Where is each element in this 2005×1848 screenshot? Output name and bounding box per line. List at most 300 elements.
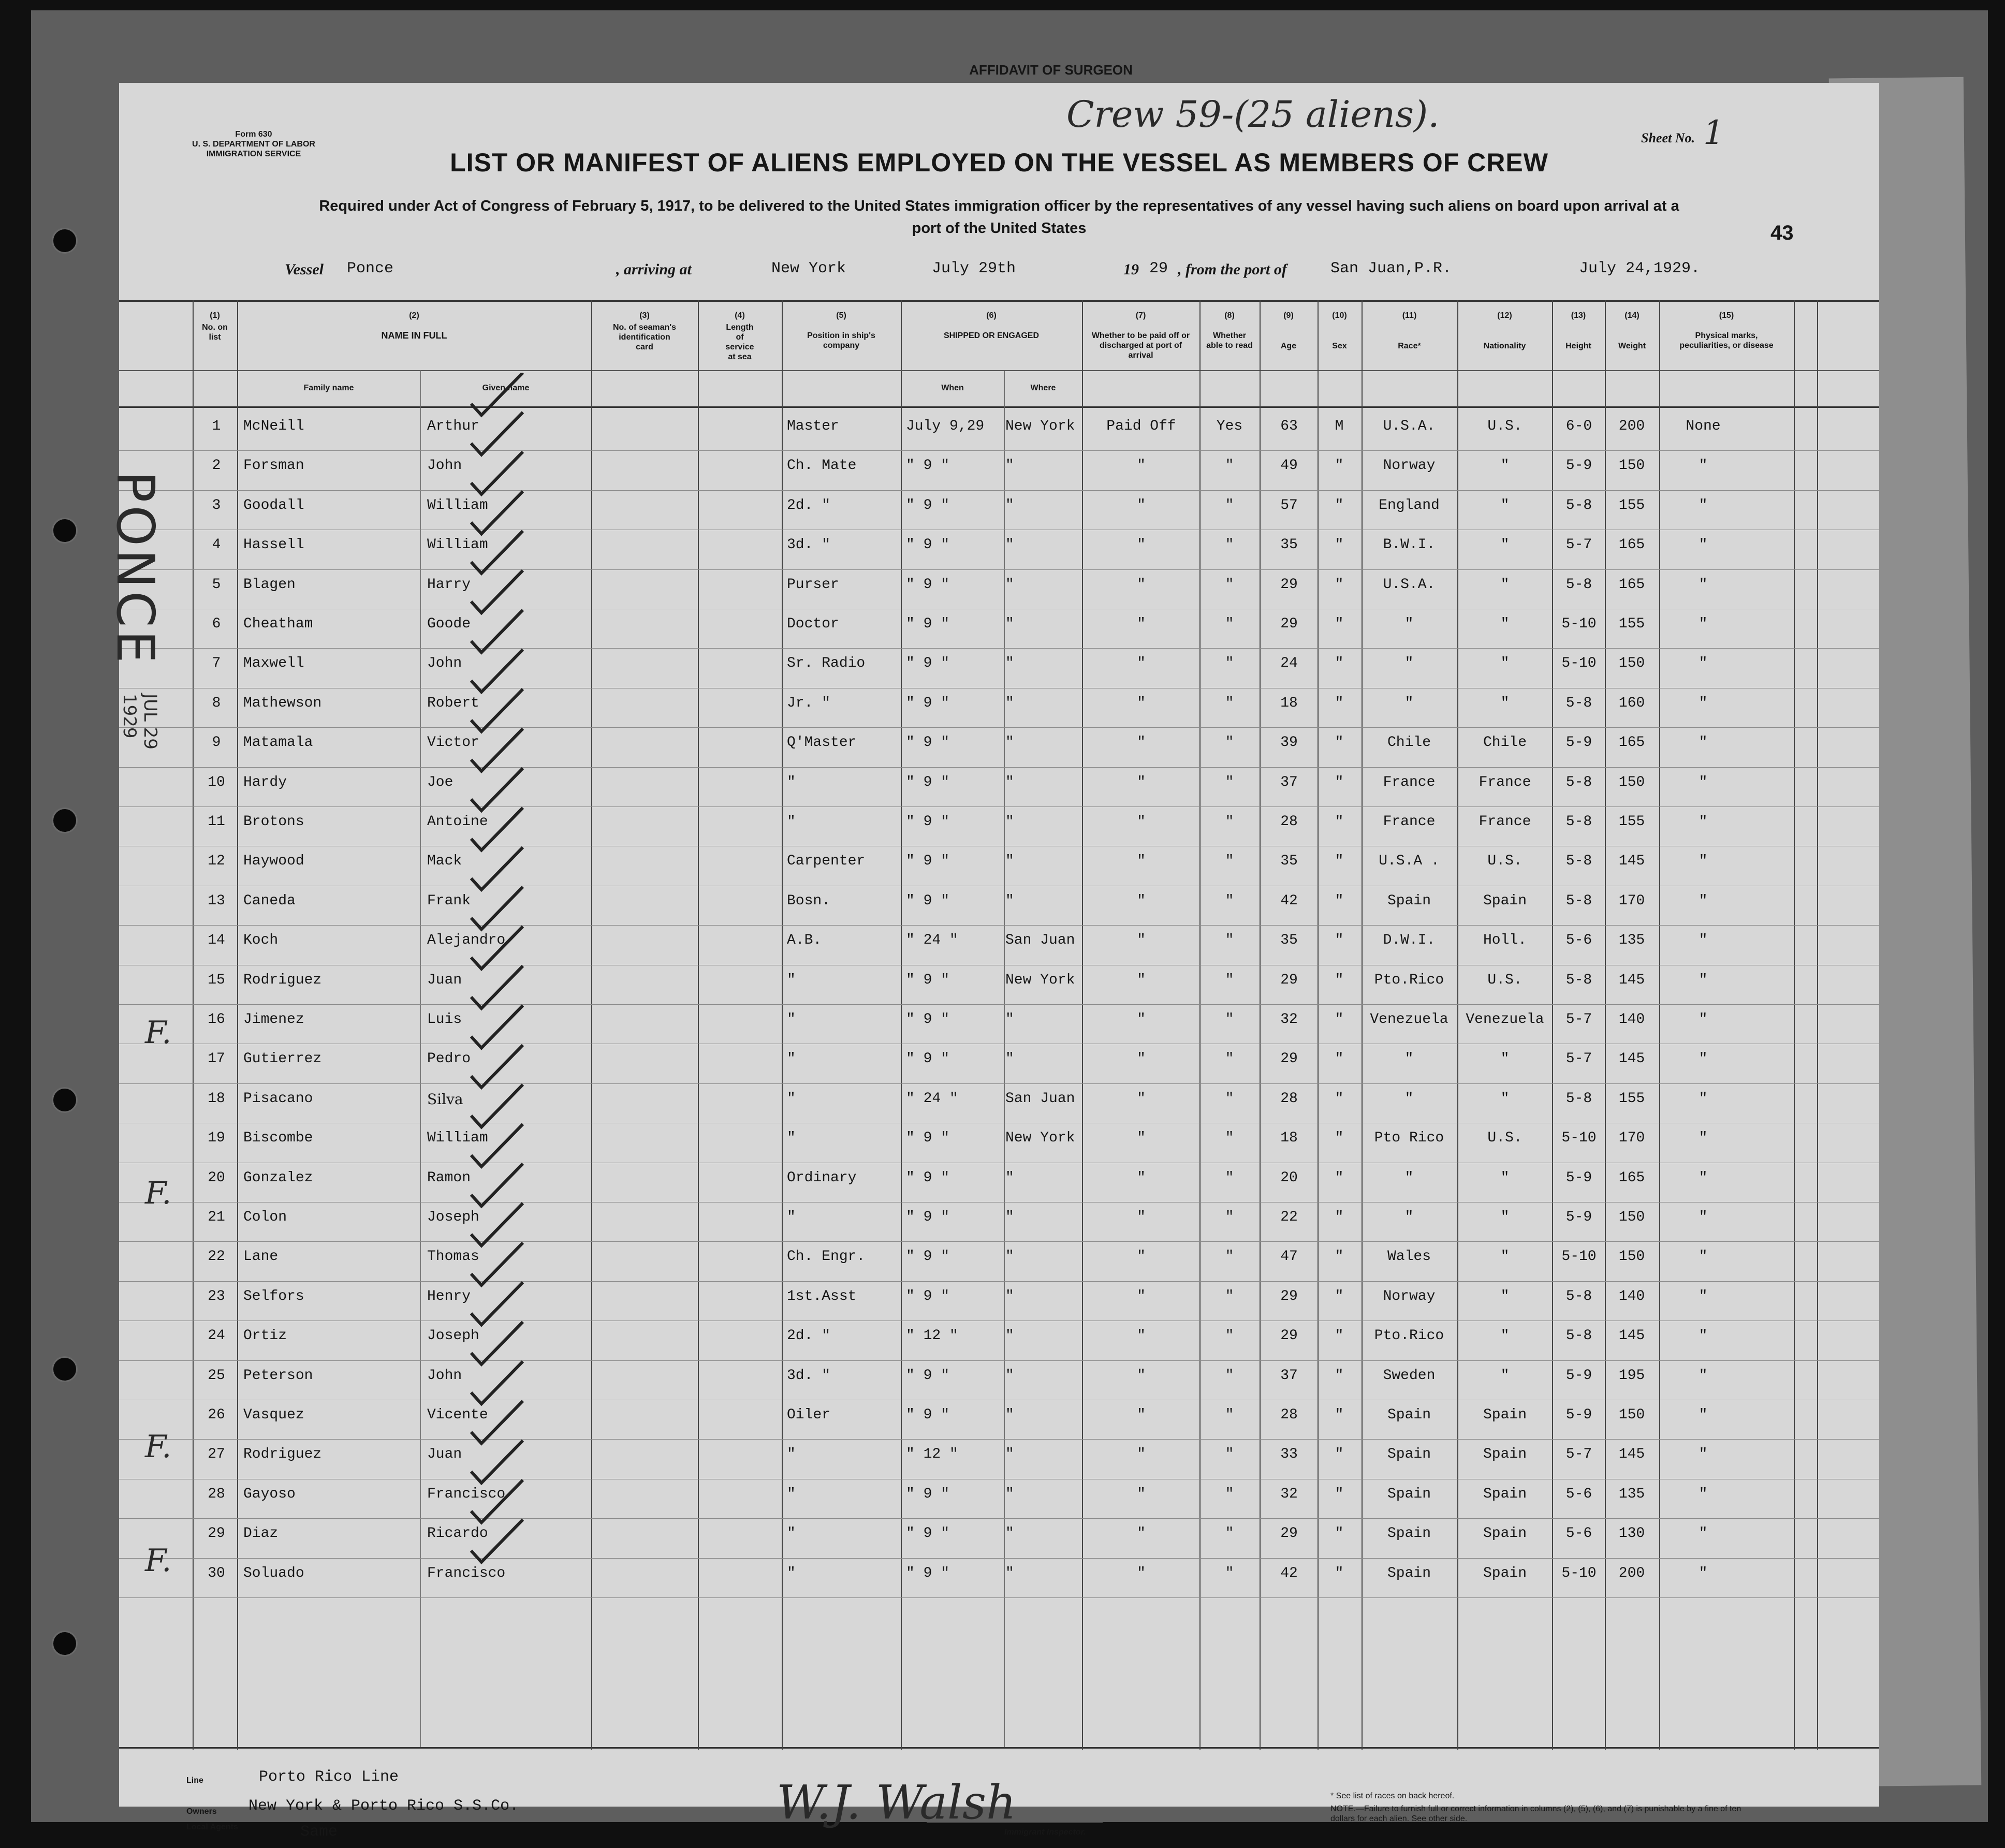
cell-position: " (787, 1051, 796, 1067)
cell-read: " (1225, 1249, 1234, 1265)
cell-paid: " (1137, 1446, 1146, 1463)
cell-given: William (427, 537, 488, 553)
cell-weight: 145 (1618, 1328, 1645, 1344)
cell-where: " (1005, 1407, 1014, 1423)
fine-note: NOTE.—Failure to furnish full or correct information in columns (2), (5), (6), and (7) is punishable by a fine of ten dollars for each alien. See other side. (1330, 1805, 1741, 1823)
cell-height: 5-8 (1565, 576, 1592, 593)
cell-marks: " (1699, 537, 1708, 553)
cell-age: 22 (1280, 1209, 1298, 1225)
inspector-label: Immigrant Inspector. (1004, 1828, 1086, 1837)
cell-where: " (1005, 1249, 1014, 1265)
cell-where: " (1005, 1209, 1014, 1225)
subtitle-line-1: Required under Act of Congress of February 5, 1917, to be delivered to the United States immigration officer by the representatives of any vessel having such aliens on board upon arrival at a (319, 198, 1679, 214)
vessel-line (119, 259, 1879, 285)
cell-sex: " (1335, 497, 1344, 514)
cell-sex: " (1335, 655, 1344, 672)
cell-age: 29 (1280, 1051, 1298, 1067)
vessel-label: Vessel (285, 261, 324, 278)
cell-age: 32 (1280, 1011, 1298, 1028)
cell-no: 4 (212, 537, 221, 553)
cell-weight: 130 (1618, 1526, 1645, 1542)
cell-position: " (787, 1565, 796, 1581)
cell-given: Goode (427, 616, 471, 632)
check-mark (471, 610, 523, 652)
row-rule (119, 1004, 1879, 1005)
margin-mark-f: F. (145, 1175, 172, 1211)
cell-height: 5-6 (1565, 1486, 1592, 1502)
cell-sex: " (1335, 537, 1344, 553)
punch-hole (52, 1087, 78, 1113)
cell-paid: " (1137, 1209, 1146, 1225)
cell-nat: Spain (1483, 1446, 1527, 1463)
cell-weight: 155 (1618, 1090, 1645, 1107)
check-mark (471, 570, 523, 613)
cell-family: Jimenez (243, 1011, 304, 1028)
cell-nat: Venezuela (1466, 1011, 1544, 1028)
cell-age: 33 (1280, 1446, 1298, 1463)
cell-race: Spain (1387, 1486, 1431, 1502)
cell-no: 17 (208, 1051, 225, 1067)
cell-when: " 9 " (906, 1367, 950, 1384)
cell-paid: " (1137, 1486, 1146, 1502)
form-block: Form 630 U. S. DEPARTMENT OF LABOR IMMIGRATION SERVICE (192, 130, 315, 158)
cell-read: " (1225, 774, 1234, 790)
cell-when: " 9 " (906, 814, 950, 830)
cell-no: 24 (208, 1328, 225, 1344)
cell-paid: " (1137, 1249, 1146, 1265)
cell-when: " 9 " (906, 1051, 950, 1067)
check-mark (471, 1441, 523, 1483)
cell-no: 19 (208, 1130, 225, 1147)
cell-race: Chile (1387, 735, 1431, 751)
check-mark (471, 650, 523, 692)
cell-nat: " (1500, 537, 1510, 553)
cell-position: 3d. " (787, 1367, 831, 1384)
col-header-12: (12) Nationality (1483, 311, 1526, 350)
cell-race: B.W.I. (1383, 537, 1436, 553)
cell-no: 6 (212, 616, 221, 632)
cell-race: " (1404, 1051, 1414, 1067)
cell-position: Ch. Engr. (787, 1249, 866, 1265)
page-number: 43 (1770, 222, 1794, 244)
cell-given: Joseph (427, 1328, 479, 1344)
cell-sex: " (1335, 932, 1344, 949)
cell-where: New York (1005, 418, 1075, 434)
cell-where: " (1005, 1367, 1014, 1384)
cell-position: Doctor (787, 616, 839, 632)
cell-read: " (1225, 537, 1234, 553)
cell-weight: 160 (1618, 695, 1645, 711)
cell-when: " 9 " (906, 972, 950, 988)
cell-marks: " (1699, 458, 1708, 474)
cell-marks: " (1699, 853, 1708, 870)
cell-sex: " (1335, 972, 1344, 988)
cell-when: " 9 " (906, 1169, 950, 1186)
cell-sex: " (1335, 1209, 1344, 1225)
cell-height: 5-7 (1565, 1446, 1592, 1463)
cell-race: U.S.A . (1379, 853, 1440, 870)
cell-nat: Chile (1483, 735, 1527, 751)
cell-height: 5-8 (1565, 695, 1592, 711)
cell-nat: " (1500, 458, 1510, 474)
cell-marks: " (1699, 1130, 1708, 1147)
cell-age: 35 (1280, 853, 1298, 870)
check-mark (471, 1401, 523, 1443)
cell-family: Mathewson (243, 695, 322, 711)
cell-race: Pto.Rico (1374, 1328, 1444, 1344)
cell-when: " 9 " (906, 1565, 950, 1581)
cell-sex: " (1335, 1288, 1344, 1304)
cell-given: Pedro (427, 1051, 471, 1067)
inspector-signature: W.J. Walsh (777, 1776, 1016, 1830)
cell-sex: " (1335, 458, 1344, 474)
check-mark (471, 491, 523, 534)
cell-given: John (427, 458, 462, 474)
cell-race: " (1404, 1090, 1414, 1107)
punch-hole (52, 518, 78, 544)
header-bottom-rule (119, 406, 1879, 408)
cell-nat: Spain (1483, 1526, 1527, 1542)
cell-nat: " (1500, 1051, 1510, 1067)
check-mark (471, 1361, 523, 1404)
cell-weight: 145 (1618, 1446, 1645, 1463)
cell-weight: 170 (1618, 892, 1645, 909)
cell-no: 14 (208, 932, 225, 949)
cell-no: 12 (208, 853, 225, 870)
cell-no: 13 (208, 892, 225, 909)
cell-when: " 9 " (906, 853, 950, 870)
cell-where: " (1005, 1328, 1014, 1344)
cell-read: " (1225, 576, 1234, 593)
check-mark (471, 887, 523, 929)
cell-when: " 24 " (906, 932, 958, 949)
cell-height: 5-9 (1565, 1169, 1592, 1186)
affidavit-label: AFFIDAVIT OF SURGEON (969, 62, 1133, 78)
cell-nat: " (1500, 1209, 1510, 1225)
row-rule (119, 1597, 1879, 1598)
cell-no: 9 (212, 735, 221, 751)
cell-age: 29 (1280, 576, 1298, 593)
cell-position: " (787, 972, 796, 988)
cell-sex: " (1335, 576, 1344, 593)
cell-marks: None (1686, 418, 1721, 434)
cell-weight: 165 (1618, 1169, 1645, 1186)
cell-when: " 9 " (906, 1209, 950, 1225)
punch-hole (52, 1356, 78, 1382)
cell-read: " (1225, 458, 1234, 474)
cell-when: " 9 " (906, 1011, 950, 1028)
cell-read: " (1225, 497, 1234, 514)
cell-where: " (1005, 1565, 1014, 1581)
col-header-15: (15) Physical marks, peculiarities, or disease (1679, 311, 1774, 350)
cell-where: " (1005, 1169, 1014, 1186)
cell-height: 5-6 (1565, 932, 1592, 949)
cell-no: 2 (212, 458, 221, 474)
cell-nat: U.S. (1487, 853, 1523, 870)
cell-age: 18 (1280, 1130, 1298, 1147)
cell-paid: " (1137, 774, 1146, 790)
check-mark (471, 452, 523, 494)
cell-when: " 9 " (906, 1288, 950, 1304)
cell-marks: " (1699, 1526, 1708, 1542)
cell-given: Joe (427, 774, 453, 790)
cell-given: Francisco (427, 1486, 506, 1502)
cell-position: " (787, 1090, 796, 1107)
cell-no: 29 (208, 1526, 225, 1542)
cell-where: " (1005, 814, 1014, 830)
cell-where: San Juan (1005, 1090, 1075, 1107)
cell-given: Arthur (427, 418, 479, 434)
cell-marks: " (1699, 616, 1708, 632)
cell-paid: " (1137, 695, 1146, 711)
arriving-port: New York (771, 260, 846, 277)
row-rule (119, 648, 1879, 649)
cell-height: 6-0 (1565, 418, 1592, 434)
cell-when: " 12 " (906, 1446, 958, 1463)
cell-weight: 200 (1618, 418, 1645, 434)
check-mark (471, 1520, 523, 1562)
cell-no: 30 (208, 1565, 225, 1581)
row-rule (119, 1360, 1879, 1361)
cell-position: 3d. " (787, 537, 831, 553)
cell-height: 5-8 (1565, 497, 1592, 514)
cell-marks: " (1699, 497, 1708, 514)
check-mark (471, 1164, 523, 1206)
check-mark (471, 373, 523, 415)
cell-sex: " (1335, 853, 1344, 870)
cell-race: Venezuela (1370, 1011, 1448, 1028)
cell-weight: 150 (1618, 458, 1645, 474)
cell-age: 28 (1280, 1407, 1298, 1423)
cell-nat: " (1500, 497, 1510, 514)
cell-position: Master (787, 418, 839, 434)
cell-family: Colon (243, 1209, 287, 1225)
cell-no: 26 (208, 1407, 225, 1423)
cell-no: 5 (212, 576, 221, 593)
cell-where: " (1005, 735, 1014, 751)
cell-nat: France (1479, 814, 1531, 830)
cell-paid: " (1137, 1051, 1146, 1067)
cell-sex: " (1335, 892, 1344, 909)
cell-marks: " (1699, 1328, 1708, 1344)
cell-sex: M (1335, 418, 1344, 434)
cell-read: " (1225, 616, 1234, 632)
cell-race: Pto.Rico (1374, 972, 1444, 988)
cell-family: Haywood (243, 853, 304, 870)
col-header-4: (4) Length of service at sea (725, 311, 754, 361)
cell-family: McNeill (243, 418, 304, 434)
cell-age: 35 (1280, 932, 1298, 949)
check-mark (471, 1084, 523, 1127)
cell-paid: " (1137, 576, 1146, 593)
cell-weight: 140 (1618, 1288, 1645, 1304)
arrival-date: July 29th (932, 260, 1016, 277)
col-header-14: (14) Weight (1618, 311, 1646, 350)
cell-sex: " (1335, 1090, 1344, 1107)
cell-read: " (1225, 735, 1234, 751)
cell-weight: 150 (1618, 655, 1645, 672)
row-rule (119, 767, 1879, 768)
check-mark (471, 1203, 523, 1245)
col-header-1: (1) No. on list (202, 311, 228, 342)
check-mark (471, 847, 523, 890)
page-title: LIST OR MANIFEST OF ALIENS EMPLOYED ON THE VESSEL AS MEMBERS OF CREW (450, 148, 1548, 177)
cell-sex: " (1335, 1565, 1344, 1581)
cell-family: Matamala (243, 735, 313, 751)
cell-read: " (1225, 1051, 1234, 1067)
check-mark (471, 768, 523, 811)
cell-family: Vasquez (243, 1407, 304, 1423)
cell-nat: " (1500, 1169, 1510, 1186)
cell-sex: " (1335, 1328, 1344, 1344)
table-top-rule (119, 300, 1879, 302)
cell-read: " (1225, 932, 1234, 949)
cell-paid: " (1137, 655, 1146, 672)
sheet-number: 1 (1703, 114, 1724, 152)
row-rule (119, 569, 1879, 570)
cell-position: " (787, 1011, 796, 1028)
cell-where: New York (1005, 972, 1075, 988)
cell-read: " (1225, 1446, 1234, 1463)
cell-marks: " (1699, 1367, 1708, 1384)
cell-marks: " (1699, 1209, 1708, 1225)
cell-weight: 165 (1618, 735, 1645, 751)
cell-nat: " (1500, 576, 1510, 593)
cell-when: " 9 " (906, 576, 950, 593)
cell-sex: " (1335, 1130, 1344, 1147)
cell-sex: " (1335, 616, 1344, 632)
cell-family: Gonzalez (243, 1169, 313, 1186)
cell-family: Blagen (243, 576, 296, 593)
cell-height: 5-9 (1565, 1367, 1592, 1384)
cell-marks: " (1699, 735, 1708, 751)
cell-no: 8 (212, 695, 221, 711)
cell-where: " (1005, 1011, 1014, 1028)
cell-position: Ch. Mate (787, 458, 857, 474)
col-header-3: (3) No. of seaman's identification card (612, 311, 677, 351)
cell-paid: " (1137, 1367, 1146, 1384)
cell-age: 29 (1280, 616, 1298, 632)
departure-date: July 24,1929. (1579, 260, 1701, 277)
cell-no: 22 (208, 1249, 225, 1265)
cell-weight: 195 (1618, 1367, 1645, 1384)
cell-family: Soluado (243, 1565, 304, 1581)
cell-sex: " (1335, 1051, 1344, 1067)
manifest-sheet (105, 62, 1879, 1841)
cell-height: 5-9 (1565, 1407, 1592, 1423)
cell-paid: " (1137, 1328, 1146, 1344)
cell-height: 5-8 (1565, 1288, 1592, 1304)
cell-position: 1st.Asst (787, 1288, 857, 1304)
cell-age: 28 (1280, 814, 1298, 830)
cell-position: " (787, 1486, 796, 1502)
cell-family: Gayoso (243, 1486, 296, 1502)
cell-age: 18 (1280, 695, 1298, 711)
cell-sex: " (1335, 1011, 1344, 1028)
cell-where: " (1005, 1486, 1014, 1502)
cell-given: Silva (427, 1090, 463, 1108)
cell-age: 37 (1280, 774, 1298, 790)
cell-marks: " (1699, 814, 1708, 830)
cell-given: Frank (427, 892, 471, 909)
cell-race: France (1383, 774, 1436, 790)
cell-race: Spain (1387, 1407, 1431, 1423)
cell-where: " (1005, 655, 1014, 672)
cell-weight: 165 (1618, 537, 1645, 553)
cell-race: " (1404, 655, 1414, 672)
cell-race: France (1383, 814, 1436, 830)
cell-no: 16 (208, 1011, 225, 1028)
cell-given: William (427, 1130, 488, 1147)
cell-given: Ramon (427, 1169, 471, 1186)
row-rule (119, 1439, 1879, 1440)
cell-when: " 9 " (906, 774, 950, 790)
cell-family: Diaz (243, 1526, 279, 1542)
cell-race: Norway (1383, 458, 1436, 474)
cell-where: " (1005, 616, 1014, 632)
cell-no: 15 (208, 972, 225, 988)
cell-sex: " (1335, 1446, 1344, 1463)
cell-height: 5-7 (1565, 1051, 1592, 1067)
margin-mark-f: F. (145, 1429, 172, 1465)
cell-where: " (1005, 853, 1014, 870)
cell-paid: " (1137, 537, 1146, 553)
from-label: , from the port of (1178, 261, 1287, 278)
cell-position: Carpenter (787, 853, 866, 870)
cell-nat: Spain (1483, 892, 1527, 909)
cell-sex: " (1335, 1367, 1344, 1384)
cell-family: Hassell (243, 537, 304, 553)
cell-no: 21 (208, 1209, 225, 1225)
cell-given: Francisco (427, 1565, 506, 1581)
cell-paid: " (1137, 497, 1146, 514)
cell-race: Norway (1383, 1288, 1436, 1304)
cell-race: " (1404, 616, 1414, 632)
cell-weight: 165 (1618, 576, 1645, 593)
cell-race: " (1404, 1209, 1414, 1225)
cell-marks: " (1699, 1446, 1708, 1463)
col-header-9: (9) Age (1280, 311, 1297, 350)
row-rule (119, 1518, 1879, 1519)
cell-marks: " (1699, 655, 1708, 672)
cell-read: " (1225, 1526, 1234, 1542)
cell-read: " (1225, 1288, 1234, 1304)
cell-age: 49 (1280, 458, 1298, 474)
cell-given: Luis (427, 1011, 462, 1028)
cell-family: Ortiz (243, 1328, 287, 1344)
cell-given: Victor (427, 735, 479, 751)
from-port: San Juan,P.R. (1330, 260, 1452, 277)
cell-position: Purser (787, 576, 839, 593)
cell-given: Henry (427, 1288, 471, 1304)
cell-family: Rodriguez (243, 972, 322, 988)
cell-family: Gutierrez (243, 1051, 322, 1067)
cell-family: Cheatham (243, 616, 313, 632)
cell-height: 5-10 (1561, 1130, 1597, 1147)
cell-family: Lane (243, 1249, 279, 1265)
cell-when: " 9 " (906, 1407, 950, 1423)
cell-position: Bosn. (787, 892, 831, 909)
cell-given: John (427, 1367, 462, 1384)
cell-when: " 9 " (906, 1526, 950, 1542)
cell-paid: " (1137, 1090, 1146, 1107)
cell-paid: " (1137, 1565, 1146, 1581)
cell-height: 5-9 (1565, 735, 1592, 751)
cell-where: " (1005, 1288, 1014, 1304)
cell-when: " 9 " (906, 616, 950, 632)
cell-height: 5-8 (1565, 972, 1592, 988)
cell-given: Ricardo (427, 1526, 488, 1542)
